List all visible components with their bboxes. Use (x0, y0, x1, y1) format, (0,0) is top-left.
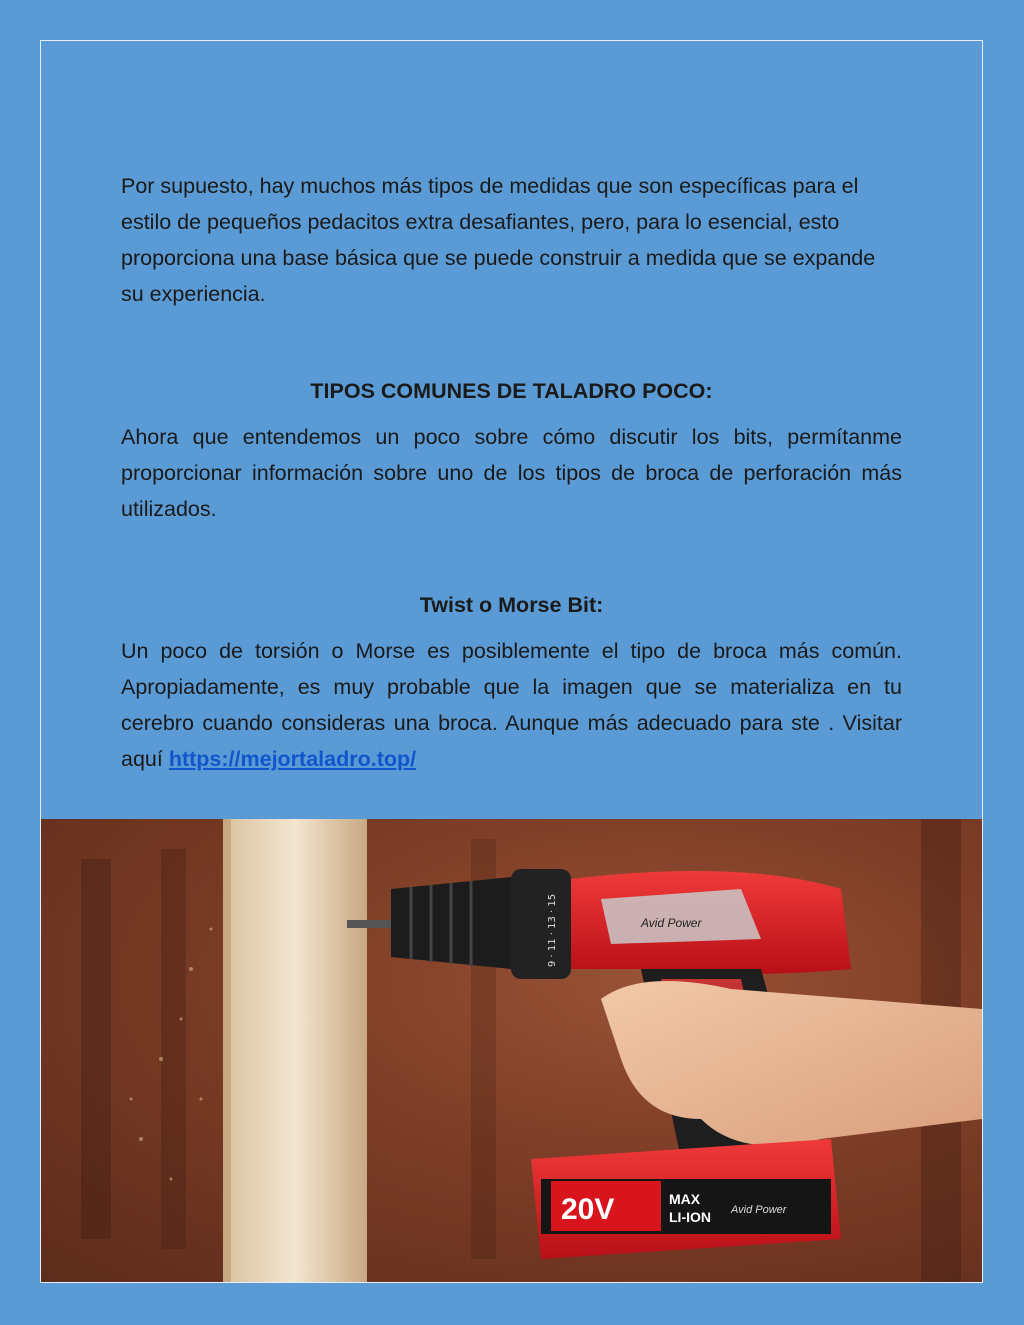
drill-photo (41, 819, 982, 1282)
battery-liion-label: LI-ION (669, 1209, 711, 1225)
section-heading-drill-types: TIPOS COMUNES DE TALADRO POCO: (310, 379, 713, 403)
battery-voltage-label: 20V (561, 1193, 615, 1226)
document-body (121, 168, 902, 777)
brand-logo: Avid Power (641, 916, 702, 930)
drill-illustration (41, 819, 982, 1282)
website-link[interactable]: https://mejortaladro.top/ (168, 747, 417, 771)
battery-max-label: MAX (669, 1191, 701, 1207)
twist-bit-paragraph (121, 633, 902, 777)
intro-paragraph: Por supuesto, hay muchos más tipos de medidas que son específicas para el estilo de pequeños pedacitos extra desafiantes, pero, para lo esencial, esto proporciona una base básica que se puede construir a medida que se expande su experiencia. (121, 174, 876, 306)
wooden-board (223, 819, 367, 1282)
battery-brand-label: Avid Power (731, 1204, 787, 1216)
twist-bit-text: Un poco de torsión o Morse es posiblemente el tipo de broca más común. Apropiadamente, es muy probable que la imagen que se materializa en tu cerebro cuando consideras una broca. Aunque más adecuado para ste . Visitar aquí (121, 639, 902, 771)
svg-text:9 · 11 · 13 · 15: 9 · 11 · 13 · 15 (547, 893, 558, 967)
drill-bit (347, 920, 397, 928)
drill-types-paragraph: Ahora que entendemos un poco sobre cómo discutir los bits, permítanme proporcionar información sobre uno de los tipos de broca de perforación más utilizados. (121, 425, 902, 521)
section-heading-twist-bit: Twist o Morse Bit: (419, 593, 604, 617)
